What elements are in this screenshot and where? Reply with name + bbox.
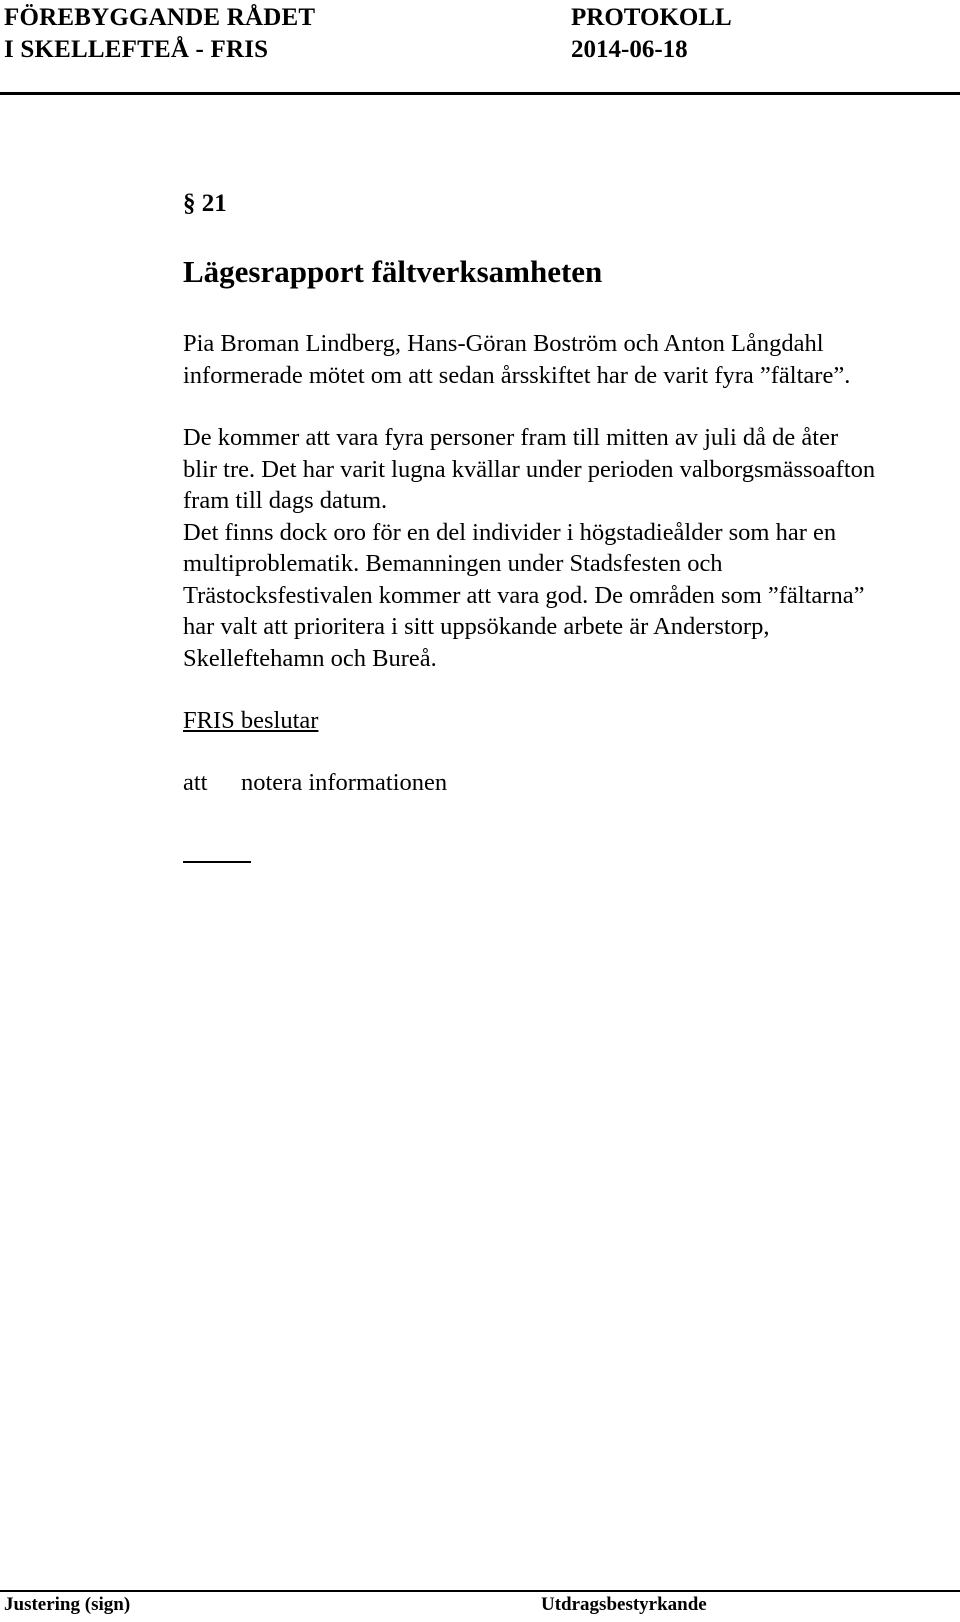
document-meta <box>571 2 732 66</box>
decision-item-prefix: att <box>183 769 208 796</box>
paragraph-line: Trästocksfestivalen kommer att vara god. De områden som ”fältarna” <box>183 581 865 609</box>
header-divider <box>0 92 960 95</box>
document-date: 2014-06-18 <box>571 36 688 63</box>
section-number: § 21 <box>183 190 227 217</box>
paragraph-line: Pia Broman Lindberg, Hans-Göran Boström och Anton Långdahl <box>183 330 824 357</box>
paragraph-2 <box>183 422 875 674</box>
paragraph-line: multiproblematik. Bemanningen under Stadsfesten och <box>183 550 723 577</box>
document-type: PROTOKOLL <box>571 4 732 31</box>
section-end-rule <box>183 861 251 863</box>
paragraph-line: har valt att prioritera i sitt uppsökande arbete är Anderstorp, <box>183 613 770 640</box>
organization-line-2: I SKELLEFTEÅ - FRIS <box>4 36 269 63</box>
decision-item-text: notera informationen <box>241 769 448 796</box>
paragraph-line: blir tre. Det har varit lugna kvällar under perioden valborgsmässoafton <box>183 455 876 483</box>
footer-divider <box>0 1590 960 1592</box>
footer-certification-label: Utdragsbestyrkande <box>541 1594 707 1615</box>
paragraph-line: informerade mötet om att sedan årsskiftet har de varit fyra ”fältare”. <box>183 361 851 389</box>
footer-signature-label: Justering (sign) <box>4 1594 131 1615</box>
organization-name <box>4 2 315 66</box>
paragraph-line: fram till dags datum. <box>183 487 388 514</box>
paragraph-line: Det finns dock oro för en del individer i högstadieålder som har en <box>183 518 837 546</box>
paragraph-line: Skelleftehamn och Bureå. <box>183 644 437 672</box>
organization-line-1: FÖREBYGGANDE RÅDET <box>4 4 316 31</box>
paragraph-line: De kommer att vara fyra personer fram till mitten av juli då de åter <box>183 424 839 451</box>
document-header <box>0 0 960 96</box>
decision-heading: FRIS beslutar <box>183 707 319 734</box>
section-title: Lägesrapport fältverksamheten <box>183 254 603 289</box>
paragraph-1 <box>183 328 850 391</box>
